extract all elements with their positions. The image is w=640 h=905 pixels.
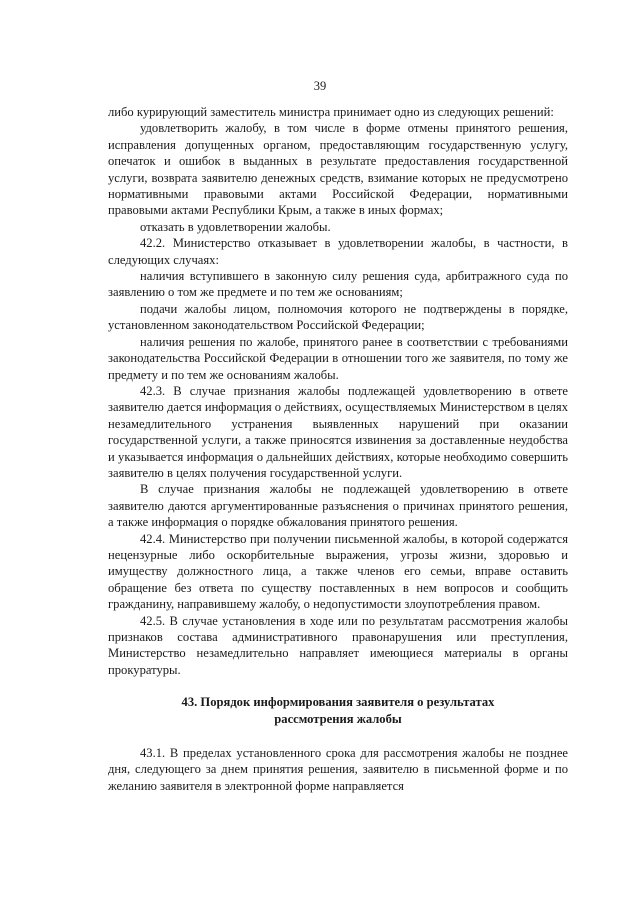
paragraph: отказать в удовлетворении жалобы. — [140, 219, 331, 234]
section-heading: 43. Порядок информирования заявителя о результатах рассмотрения жалобы — [181, 695, 495, 726]
paragraph: 42.3. В случае признания жалобы подлежащей удовлетворению в ответе заявителю дается информация о действиях, осуществляемых Министерством в целях незамедлительного устранения выявленных нарушений при оказании государственной услуги, а также приносятся извинения за доставленные неудобства и указывается информация о дальнейших действиях, которые необходимо совершить заявителю в целях получения государственной услуги. — [108, 383, 568, 480]
paragraph: подачи жалобы лицом, полномочия которого не подтверждены в порядке, установленном законодательством Российской Федерации; — [108, 301, 568, 333]
page-number: 39 — [313, 79, 327, 93]
paragraph: либо курирующий заместитель министра принимает одно из следующих решений: — [108, 105, 554, 119]
paragraph: 43.1. В пределах установленного срока для рассмотрения жалобы не позднее дня, следующего за днем принятия решения, заявителю в письменной форме и по желанию заявителя в электронной форме направляется — [108, 746, 568, 793]
paragraph: 42.2. Министерство отказывает в удовлетворении жалобы, в частности, в следующих случаях: — [108, 236, 568, 267]
paragraph: наличия решения по жалобе, принятого ранее в соответствии с требованиями законодательства Российской Федерации в отношении того же заявителя, по тому же предмету и по тем же основаниям жалобы. — [108, 334, 568, 382]
document-body — [108, 104, 568, 794]
paragraph: удовлетворить жалобу, в том числе в форме отмены принятого решения, исправления допущенных органом, предоставляющим государственную услугу, опечаток и ошибок в выданных в результате предоставления государственной услуги, возврата заявителю денежных средств, взимание которых не предусмотрено нормативными правовыми актами Российской Федерации, нормативными правовыми актами Республики Крым, а также в иных формах; — [108, 121, 568, 218]
paragraph: 42.4. Министерство при получении письменной жалобы, в которой содержатся нецензурные либо оскорбительные выражения, угрозы жизни, здоровью и имуществу должностного лица, а также членов его семьи, вправе оставить обращение без ответа по существу поставленных в нем вопросов и сообщить гражданину, направившему жалобу, о недопустимости злоупотребления правом. — [108, 531, 568, 612]
paragraph: наличия вступившего в законную силу решения суда, арбитражного суда по заявлению о том же предмете и по тем же основаниям; — [108, 269, 568, 300]
paragraph: 42.5. В случае установления в ходе или по результатам рассмотрения жалобы признаков состава административного правонарушения или преступления, Министерство незамедлительно направляет имеющиеся материалы в органы прокуратуры. — [108, 613, 568, 677]
paragraph: В случае признания жалобы не подлежащей удовлетворению в ответе заявителю даются аргументированные разъяснения о причинах принятого решения, а также информация о порядке обжалования принятого решения. — [108, 482, 568, 530]
